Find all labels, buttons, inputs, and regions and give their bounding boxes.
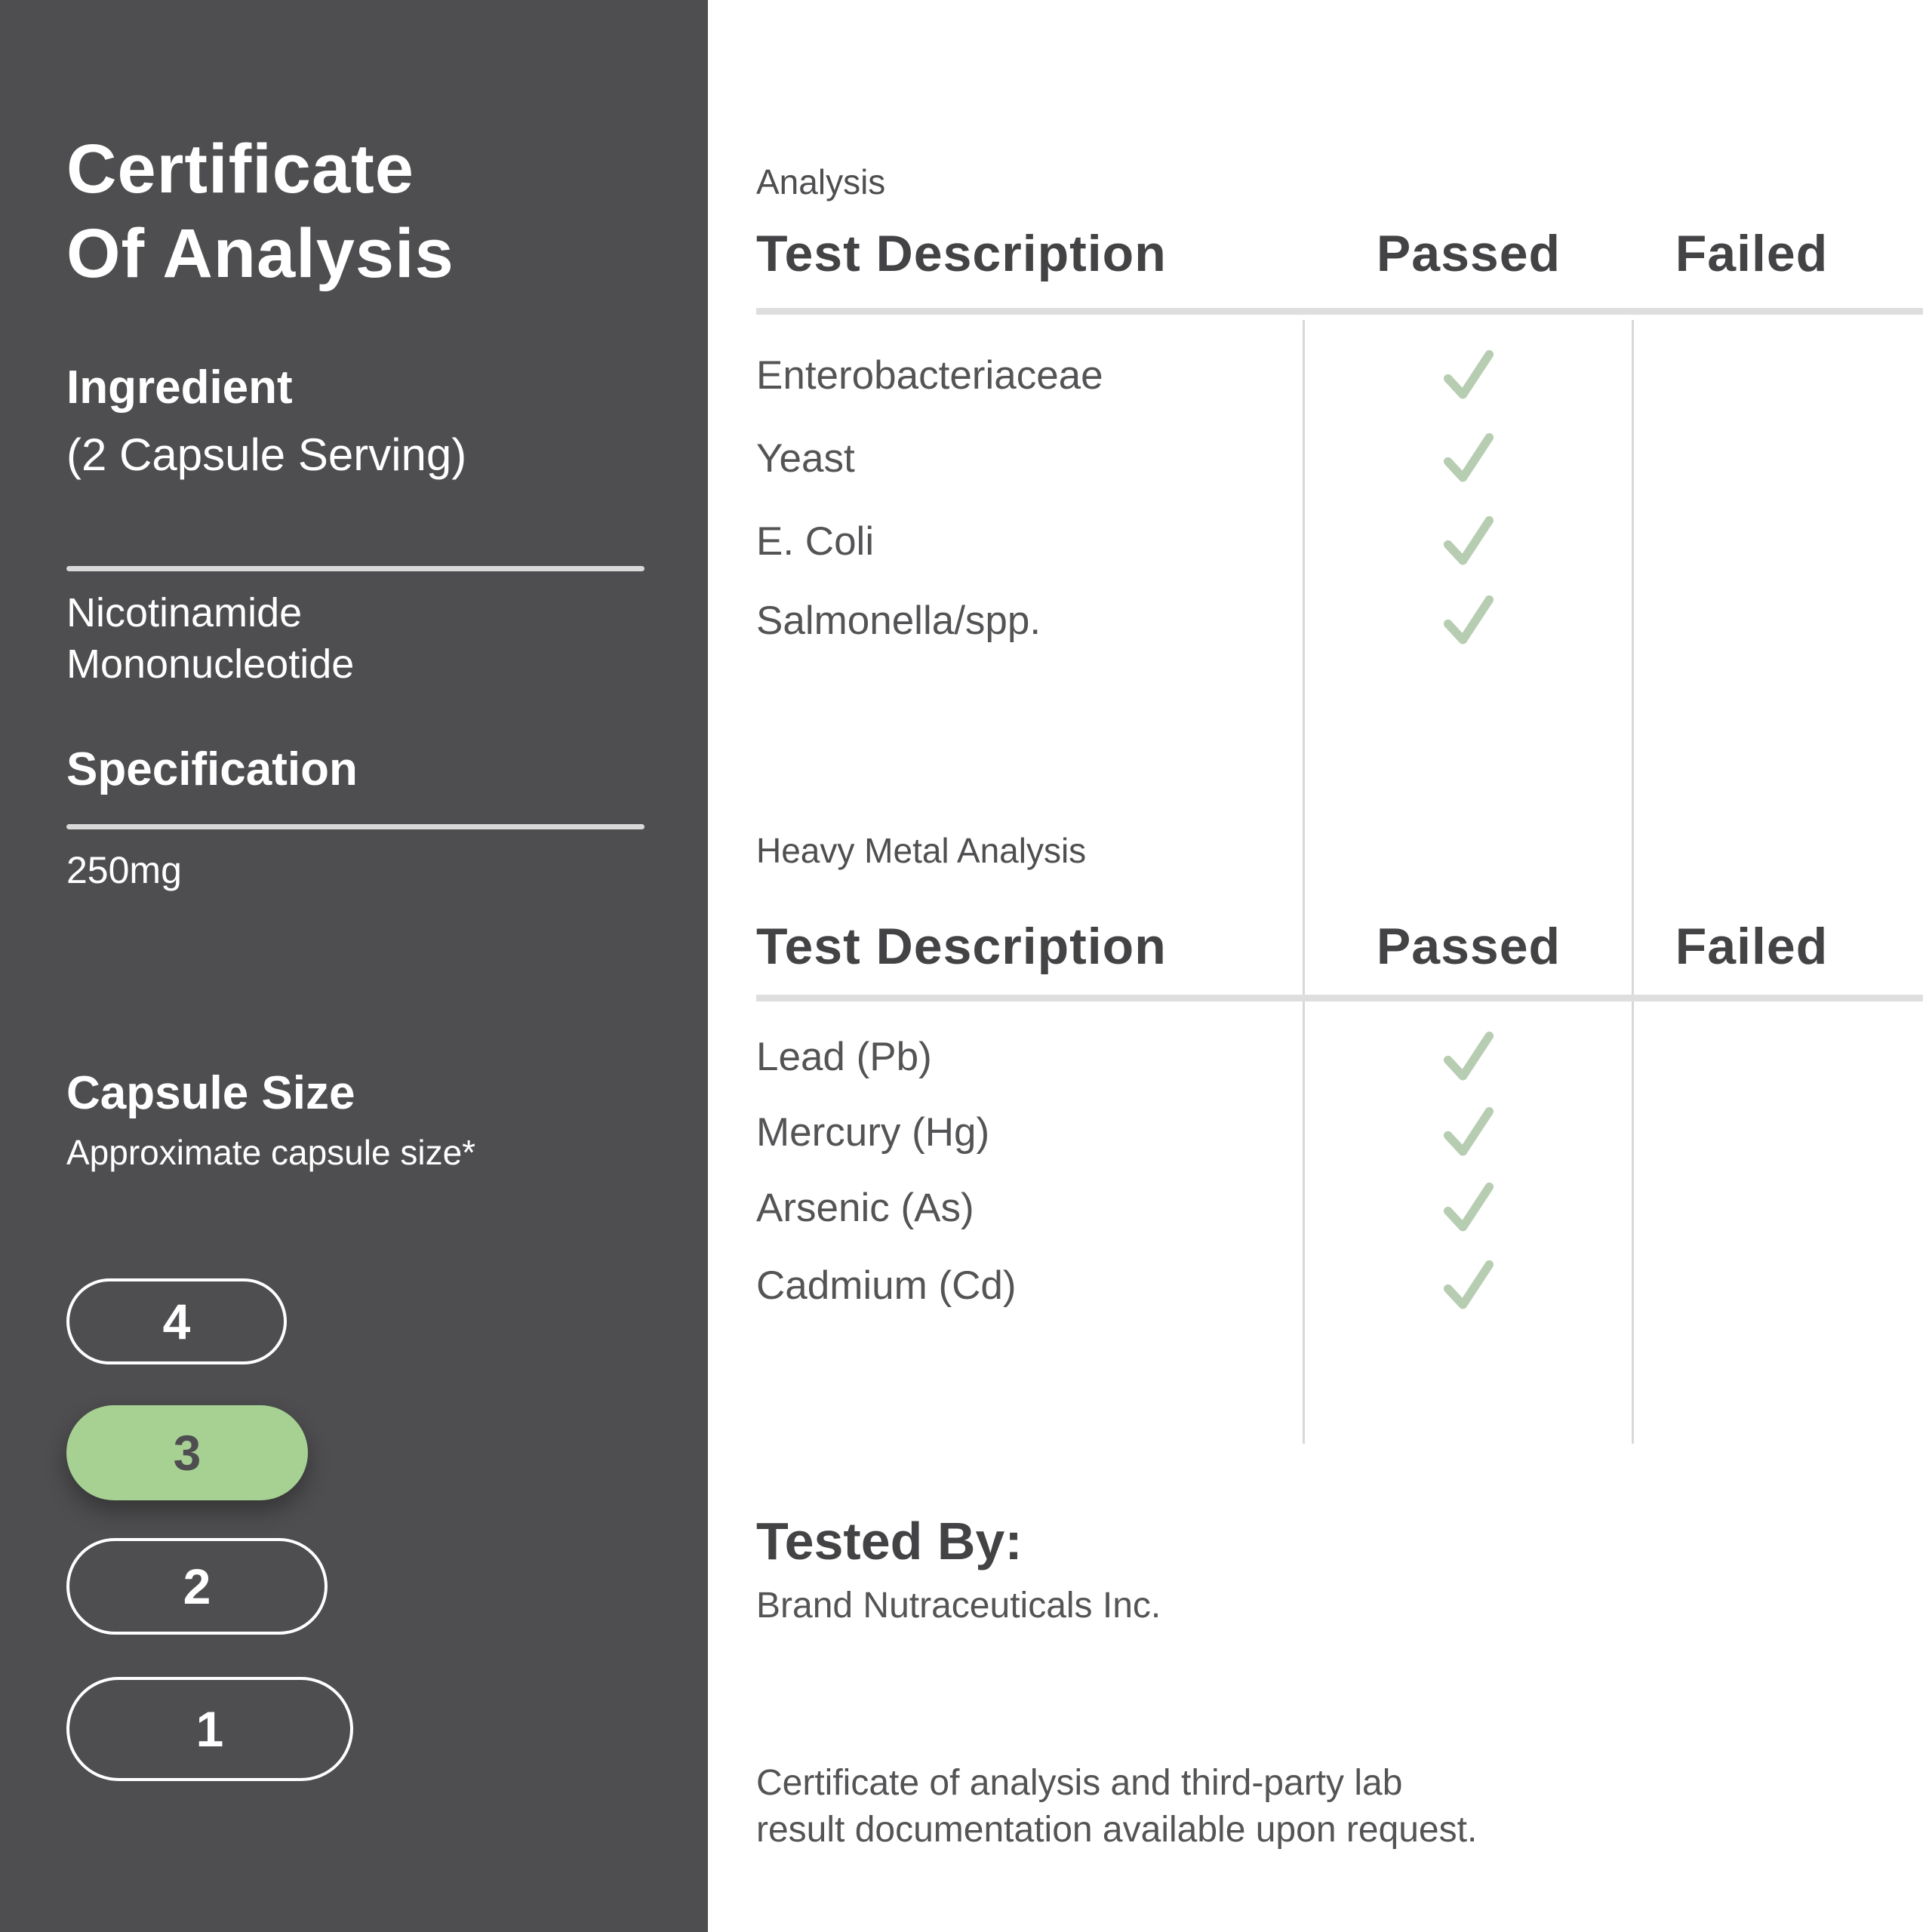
check-icon (1440, 592, 1497, 649)
check-icon (1440, 1103, 1497, 1161)
test-label: Mercury (Hg) (756, 1109, 990, 1155)
table-row (756, 1091, 1923, 1174)
check-icon (1440, 1179, 1497, 1236)
column-header-test-description: Test Description (756, 225, 1167, 282)
specification-heading: Specification (66, 743, 358, 795)
table-row (756, 579, 1923, 662)
test-label: Yeast (756, 435, 855, 481)
check-icon (1440, 1257, 1497, 1314)
capsule-size-option-label: 4 (162, 1294, 191, 1349)
capsule-size-option-4 (66, 1278, 287, 1364)
capsule-size-option-1 (66, 1677, 353, 1781)
table-row (756, 1244, 1923, 1327)
check-icon (1440, 512, 1497, 570)
column-header-failed: Failed (1675, 918, 1829, 975)
ingredient-value-line1: Nicotinamide (66, 590, 303, 635)
column-header-test-description: Test Description (756, 918, 1167, 975)
test-label: Lead (Pb) (756, 1034, 932, 1079)
footnote-line2: result documentation available upon request. (756, 1810, 1478, 1850)
specification-value: 250mg (66, 849, 182, 891)
capsule-size-heading: Capsule Size (66, 1067, 355, 1119)
table-row (756, 500, 1923, 583)
ingredient-subheading: (2 Capsule Serving) (66, 429, 467, 480)
ingredient-heading: Ingredient (66, 361, 293, 414)
test-label: Cadmium (Cd) (756, 1263, 1017, 1308)
tested-by-heading: Tested By: (756, 1512, 1023, 1571)
table-row (756, 417, 1923, 500)
footnote-line1: Certificate of analysis and third-party lab (756, 1763, 1403, 1803)
footnote (756, 1760, 1477, 1854)
page-title (66, 127, 454, 296)
page-title-line2: Of Analysis (66, 215, 454, 292)
table-header-divider (756, 995, 1923, 1001)
check-icon (1440, 429, 1497, 487)
tested-by-value: Brand Nutraceuticals Inc. (756, 1586, 1161, 1626)
capsule-size-subheading: Approximate capsule size* (66, 1133, 476, 1172)
analysis-table-header (756, 219, 1923, 288)
capsule-size-option-label: 2 (183, 1558, 211, 1614)
capsule-size-option-3-selected (66, 1405, 308, 1500)
analysis-section-label: Analysis (756, 162, 886, 202)
check-icon (1440, 346, 1497, 404)
sidebar (0, 0, 708, 1932)
test-label: Arsenic (As) (756, 1185, 974, 1230)
capsule-size-option-label: 1 (195, 1701, 224, 1757)
table-header-divider (756, 308, 1923, 315)
column-header-passed: Passed (1376, 225, 1561, 282)
table-row (756, 1015, 1923, 1098)
sidebar-divider (66, 824, 645, 829)
sidebar-divider (66, 566, 645, 571)
page-title-line1: Certificate (66, 131, 414, 208)
column-header-failed: Failed (1675, 225, 1829, 282)
table-row (756, 334, 1923, 417)
table-row (756, 1166, 1923, 1249)
check-icon (1440, 1028, 1497, 1085)
column-header-passed: Passed (1376, 918, 1561, 975)
ingredient-value (66, 587, 354, 690)
capsule-size-option-2 (66, 1538, 328, 1635)
heavy-metal-table-header (756, 912, 1923, 981)
capsule-size-option-label: 3 (173, 1425, 202, 1481)
heavy-metal-section-label: Heavy Metal Analysis (756, 831, 1087, 870)
test-label: E. Coli (756, 518, 875, 564)
test-label: Salmonella/spp. (756, 598, 1041, 643)
test-label: Enterobacteriaceae (756, 352, 1103, 398)
ingredient-value-line2: Mononucleotide (66, 641, 355, 687)
